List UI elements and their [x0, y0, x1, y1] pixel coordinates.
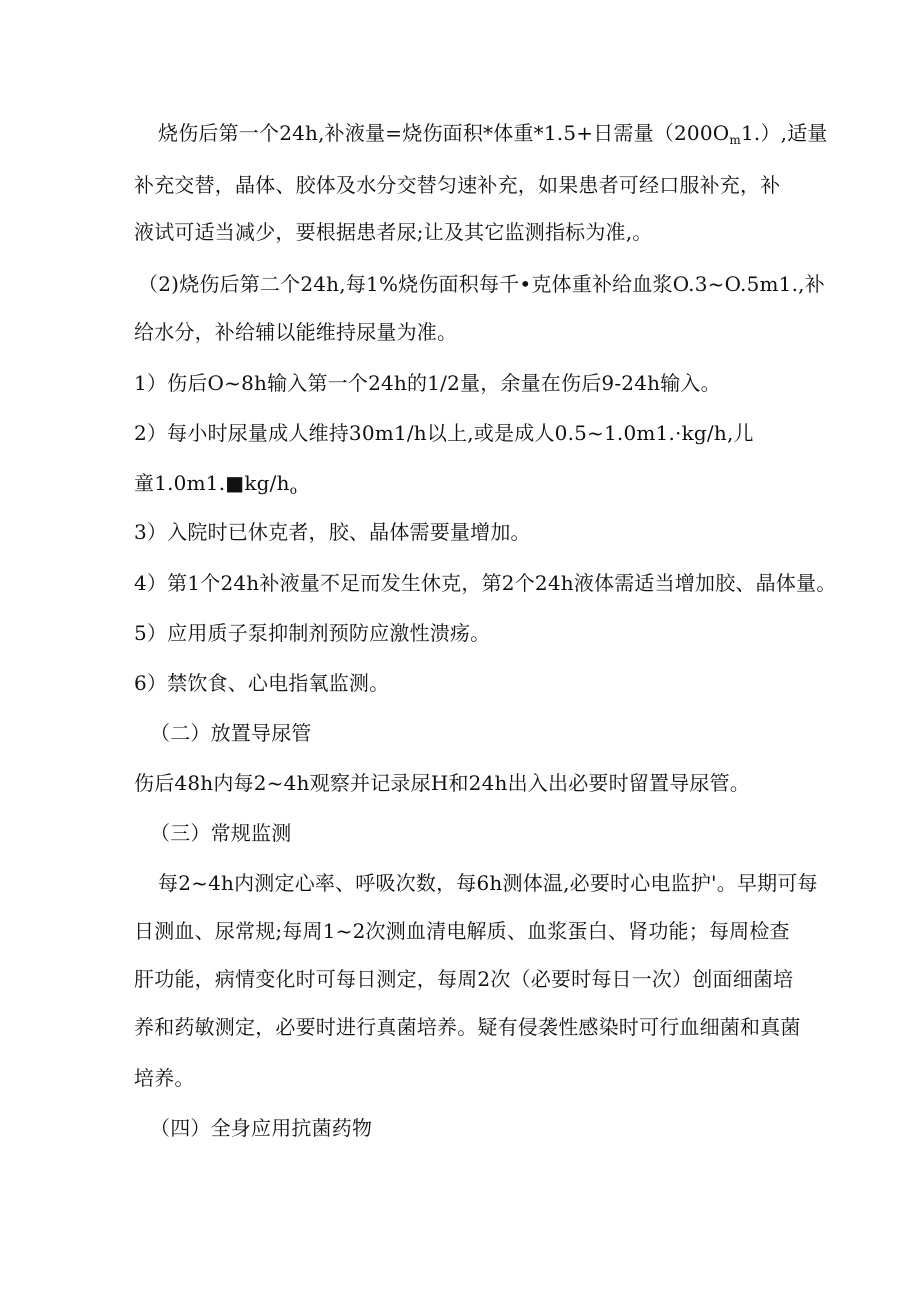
section-2-text: 伤后48h内每2~4h观察并记录尿H和24h出入出必要时留置导尿管。	[134, 771, 750, 795]
list-item-2-line-2-subscript: o	[289, 483, 298, 497]
list-item-6: 6）禁饮食、心电指氧监测。	[134, 671, 390, 695]
paragraph-1-line-2: 补充交替，晶体、胶体及水分交替匀速补充，如果患者可经口服补充，补	[134, 173, 781, 197]
section-3-line-4: 养和药敏测定，必要时进行真菌培养。疑有侵袭性感染时可行血细菌和真菌	[134, 1015, 801, 1039]
section-3-heading: （三）常规监测	[150, 821, 292, 845]
list-item-2-line-2-text: 童1.0m1.■kg∕h	[134, 471, 290, 495]
section-2-heading: （二）放置导尿管	[150, 721, 312, 745]
list-item-5: 5）应用质子泵抑制剂预防应激性溃疡。	[134, 621, 491, 645]
paragraph-1-line-1-tail: 1.）,适量	[740, 121, 828, 145]
list-item-1: 1）伤后O~8h输入第一个24h的1/2量，余量在伤后9-24h输入。	[134, 371, 721, 395]
paragraph-2-line-2: 给水分，补给辅以能维持尿量为准。	[134, 320, 458, 344]
paragraph-1-line-3: 液试可适当减少，要根据患者尿;让及其它监测指标为准,。	[134, 220, 653, 244]
paragraph-1-line-1-subscript: m	[729, 133, 741, 147]
paragraph-1-line-1-text: 烧伤后第一个24h,补液量=烧伤面积*体重*1.5+日需量（200O	[158, 121, 730, 145]
list-item-2-line-1: 2）每小时尿量成人维持30m1∕h以上,或是成人0.5~1.0m1.·kg∕h,儿	[134, 421, 754, 445]
list-item-3: 3）入院时已休克者，胶、晶体需要量增加。	[134, 520, 531, 544]
list-item-4: 4）第1个24h补液量不足而发生休克，第2个24h液体需适当增加胶、晶体量。	[134, 571, 837, 595]
paragraph-1-line-1	[158, 119, 828, 154]
section-3-line-2: 日测血、尿常规;每周1~2次测血清电解质、血浆蛋白、肾功能；每周检查	[134, 919, 790, 943]
section-3-line-1: 每2~4h内测定心率、呼吸次数，每6h测体温,必要时心电监护'。早期可每	[158, 871, 818, 895]
paragraph-2-line-1: （2)烧伤后第二个24h,每1%烧伤面积每千•克体重补给血浆O.3~O.5m1.,补	[138, 272, 825, 296]
list-item-2-line-2	[134, 469, 297, 504]
section-3-line-5: 培养。	[134, 1066, 195, 1090]
section-3-line-3: 肝功能，病情变化时可每日测定，每周2次（必要时每日一次）创面细菌培	[134, 967, 794, 991]
section-4-heading: （四）全身应用抗菌药物	[150, 1116, 373, 1140]
